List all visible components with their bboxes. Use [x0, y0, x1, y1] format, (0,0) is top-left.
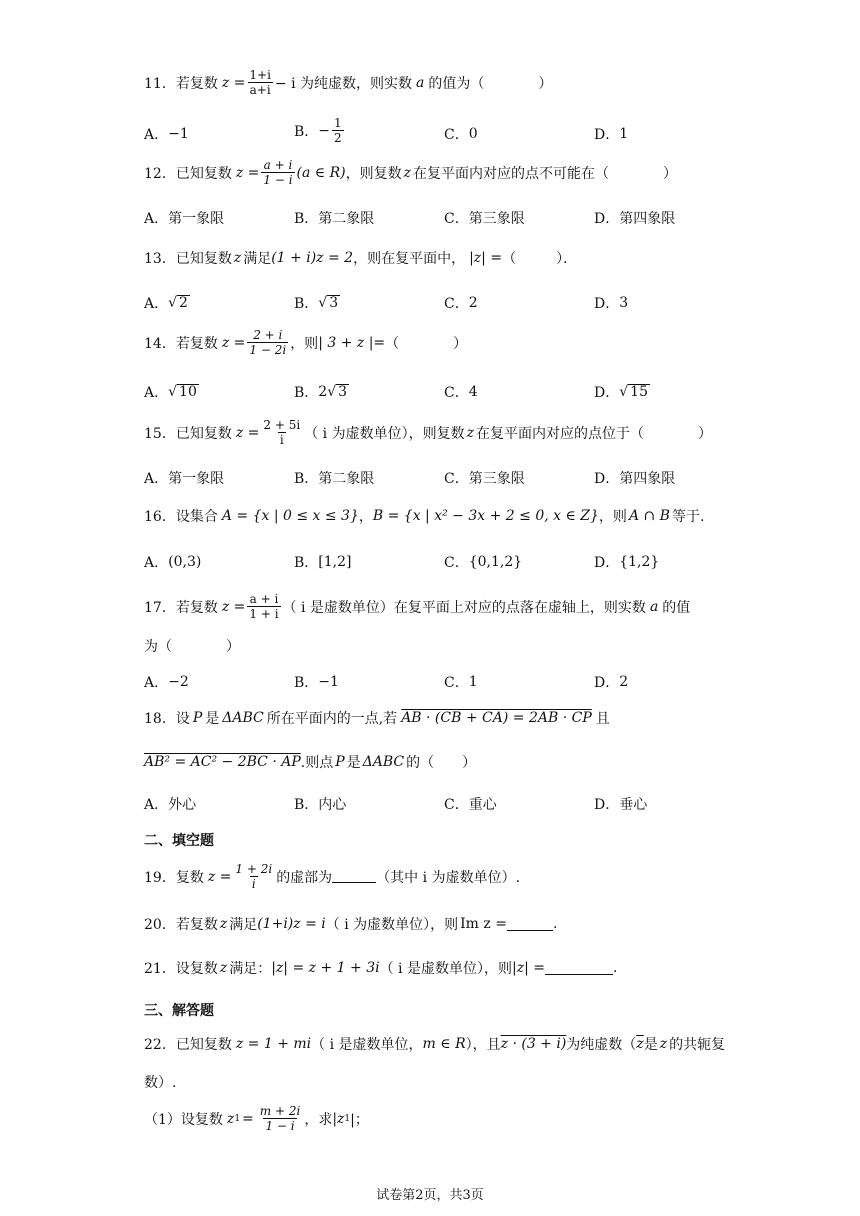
q16-stem: 16． 设集合 A = {x | 0 ≤ x ≤ 3} ， B = {x | x² − 3x + 2 ≤ 0, x ∈ Z} ，则 A ∩ B 等于.: [144, 508, 705, 525]
option-b: B． √ 3: [294, 295, 339, 312]
question-number: 13．: [144, 251, 176, 267]
option-a: A． √ 10: [144, 384, 197, 401]
q13-stem: 13． 已知复数 z 满足 (1 + i)z = 2 ，则在复平面中， |z| = （ ）．: [144, 250, 578, 267]
question-number: 19．: [144, 869, 176, 886]
option-a: A． 外心: [144, 797, 197, 813]
q21-stem: 21． 设复数 z 满足： |z| = z + 1 + 3i （ i 是虚数单位），则 |z| = .: [144, 960, 618, 977]
option-b: B． − $\frac{1}{2}$: [294, 116, 342, 145]
option-b: B． [1,2]: [294, 554, 352, 571]
q14-stem: 14． 若复数 z = $\frac{2 + i}{1 - 2i}$ ，则 | 3 + z |= （ ）: [144, 328, 468, 357]
option-d: D． 1: [594, 126, 629, 143]
option-c: C． 2: [444, 295, 478, 312]
question-number: 22．: [144, 1037, 176, 1053]
question-number: 18．: [144, 711, 176, 727]
q22-stem: 22． 已知复数 z = 1 + mi （ i 是虚数单位， m ∈ R ），且 z · (3 + i) 为纯虚数（ $\overline{z}$ 是 z 的共轭复: [144, 1036, 726, 1053]
q17-stem: 17． 若复数 z = $\frac{a + i}{1 + i}$ （ i 是虚数单位）在复平面上对应的点落在虚轴上，则实数 a 的值: [144, 592, 691, 621]
option-c: C． 第三象限: [444, 211, 525, 227]
page-footer: 试卷第2页，共3页: [376, 1188, 484, 1203]
option-c: C． {0,1,2}: [444, 554, 523, 571]
option-d: D． 垂心: [594, 797, 648, 813]
option-d: D． {1,2}: [594, 554, 660, 571]
q19-stem: 19． 复数 z = $\frac{1 + 2i}{i}$ 的虚部为 （其中 i 为虚数单位）.: [144, 862, 521, 891]
option-c: C． 1: [444, 674, 478, 691]
question-number: 14．: [144, 335, 176, 352]
option-a: A． −2: [144, 674, 189, 691]
option-c: C． 重心: [444, 797, 497, 813]
option-b: B． 第二象限: [294, 471, 375, 487]
q22-stem-line2: 数）.: [144, 1075, 177, 1091]
option-a: A． −1: [144, 126, 189, 143]
q20-stem: 20． 若复数 z 满足 (1+i)z = i （ i 为虚数单位），则 Im z = .: [144, 916, 558, 933]
question-number: 16．: [144, 509, 176, 525]
question-number: 21．: [144, 961, 176, 977]
q12-stem: 12． 已知复数 z = $\frac{a + i}{1 - i}$ (a ∈ R) ，则复数 z 在复平面内对应的点不可能在（ ）: [144, 158, 678, 187]
answer-blank[interactable]: [545, 962, 613, 975]
option-d: D． 第四象限: [594, 211, 676, 227]
answer-blank[interactable]: [332, 870, 376, 883]
option-d: D． 2: [594, 674, 629, 691]
option-b: B． 第二象限: [294, 211, 375, 227]
question-number: 15．: [144, 425, 176, 442]
option-b: B． 内心: [294, 797, 347, 813]
option-b: B． −1: [294, 674, 339, 691]
option-c: C． 4: [444, 384, 478, 401]
option-a: A． √ 2: [144, 295, 188, 312]
question-number: 12．: [144, 165, 176, 182]
option-b: B． 2 √ 3: [294, 384, 348, 401]
fraction: $\frac{1+i}{a+i}$: [249, 68, 271, 97]
q18-stem-line2: AB² = AC² − 2BC · AP .则点 P 是 ΔABC 的（ ）: [144, 754, 477, 771]
option-d: D． 第四象限: [594, 471, 676, 487]
option-c: C． 0: [444, 126, 478, 143]
q17-stem-line2: 为（ ）: [144, 639, 240, 655]
option-a: A． 第一象限: [144, 471, 225, 487]
question-number: 20．: [144, 917, 176, 933]
option-c: C． 第三象限: [444, 471, 525, 487]
option-d: D． 3: [594, 295, 629, 312]
question-number: 17．: [144, 599, 176, 616]
q22-part1: （1）设复数 z 1 = $\frac{m + 2i}{1 - i}$ ，求 |z 1 |；: [144, 1104, 369, 1133]
question-number: 11．: [144, 75, 176, 92]
option-a: A． (0,3): [144, 554, 202, 571]
option-d: D． √ 15: [594, 384, 648, 401]
section-heading-fill-in: 二、填空题: [144, 833, 214, 849]
q15-stem: 15． 已知复数 z = $\frac{2 + 5i}{i}$ （ i 为虚数单位），则复数 z 在复平面内对应的点位于（ ）: [144, 418, 712, 447]
option-a: A． 第一象限: [144, 211, 225, 227]
answer-blank[interactable]: [507, 918, 553, 931]
q11-stem: 11． 若复数 z = $\frac{1+i}{a+i}$ − i 为纯虚数，则实数 a 的值为（ ）: [144, 68, 553, 97]
q18-stem: 18． 设 P 是 ΔABC 所在平面内的一点,若 AB · (CB + CA) = 2AB · CP 且: [144, 710, 610, 727]
section-heading-solutions: 三、解答题: [144, 1003, 214, 1019]
